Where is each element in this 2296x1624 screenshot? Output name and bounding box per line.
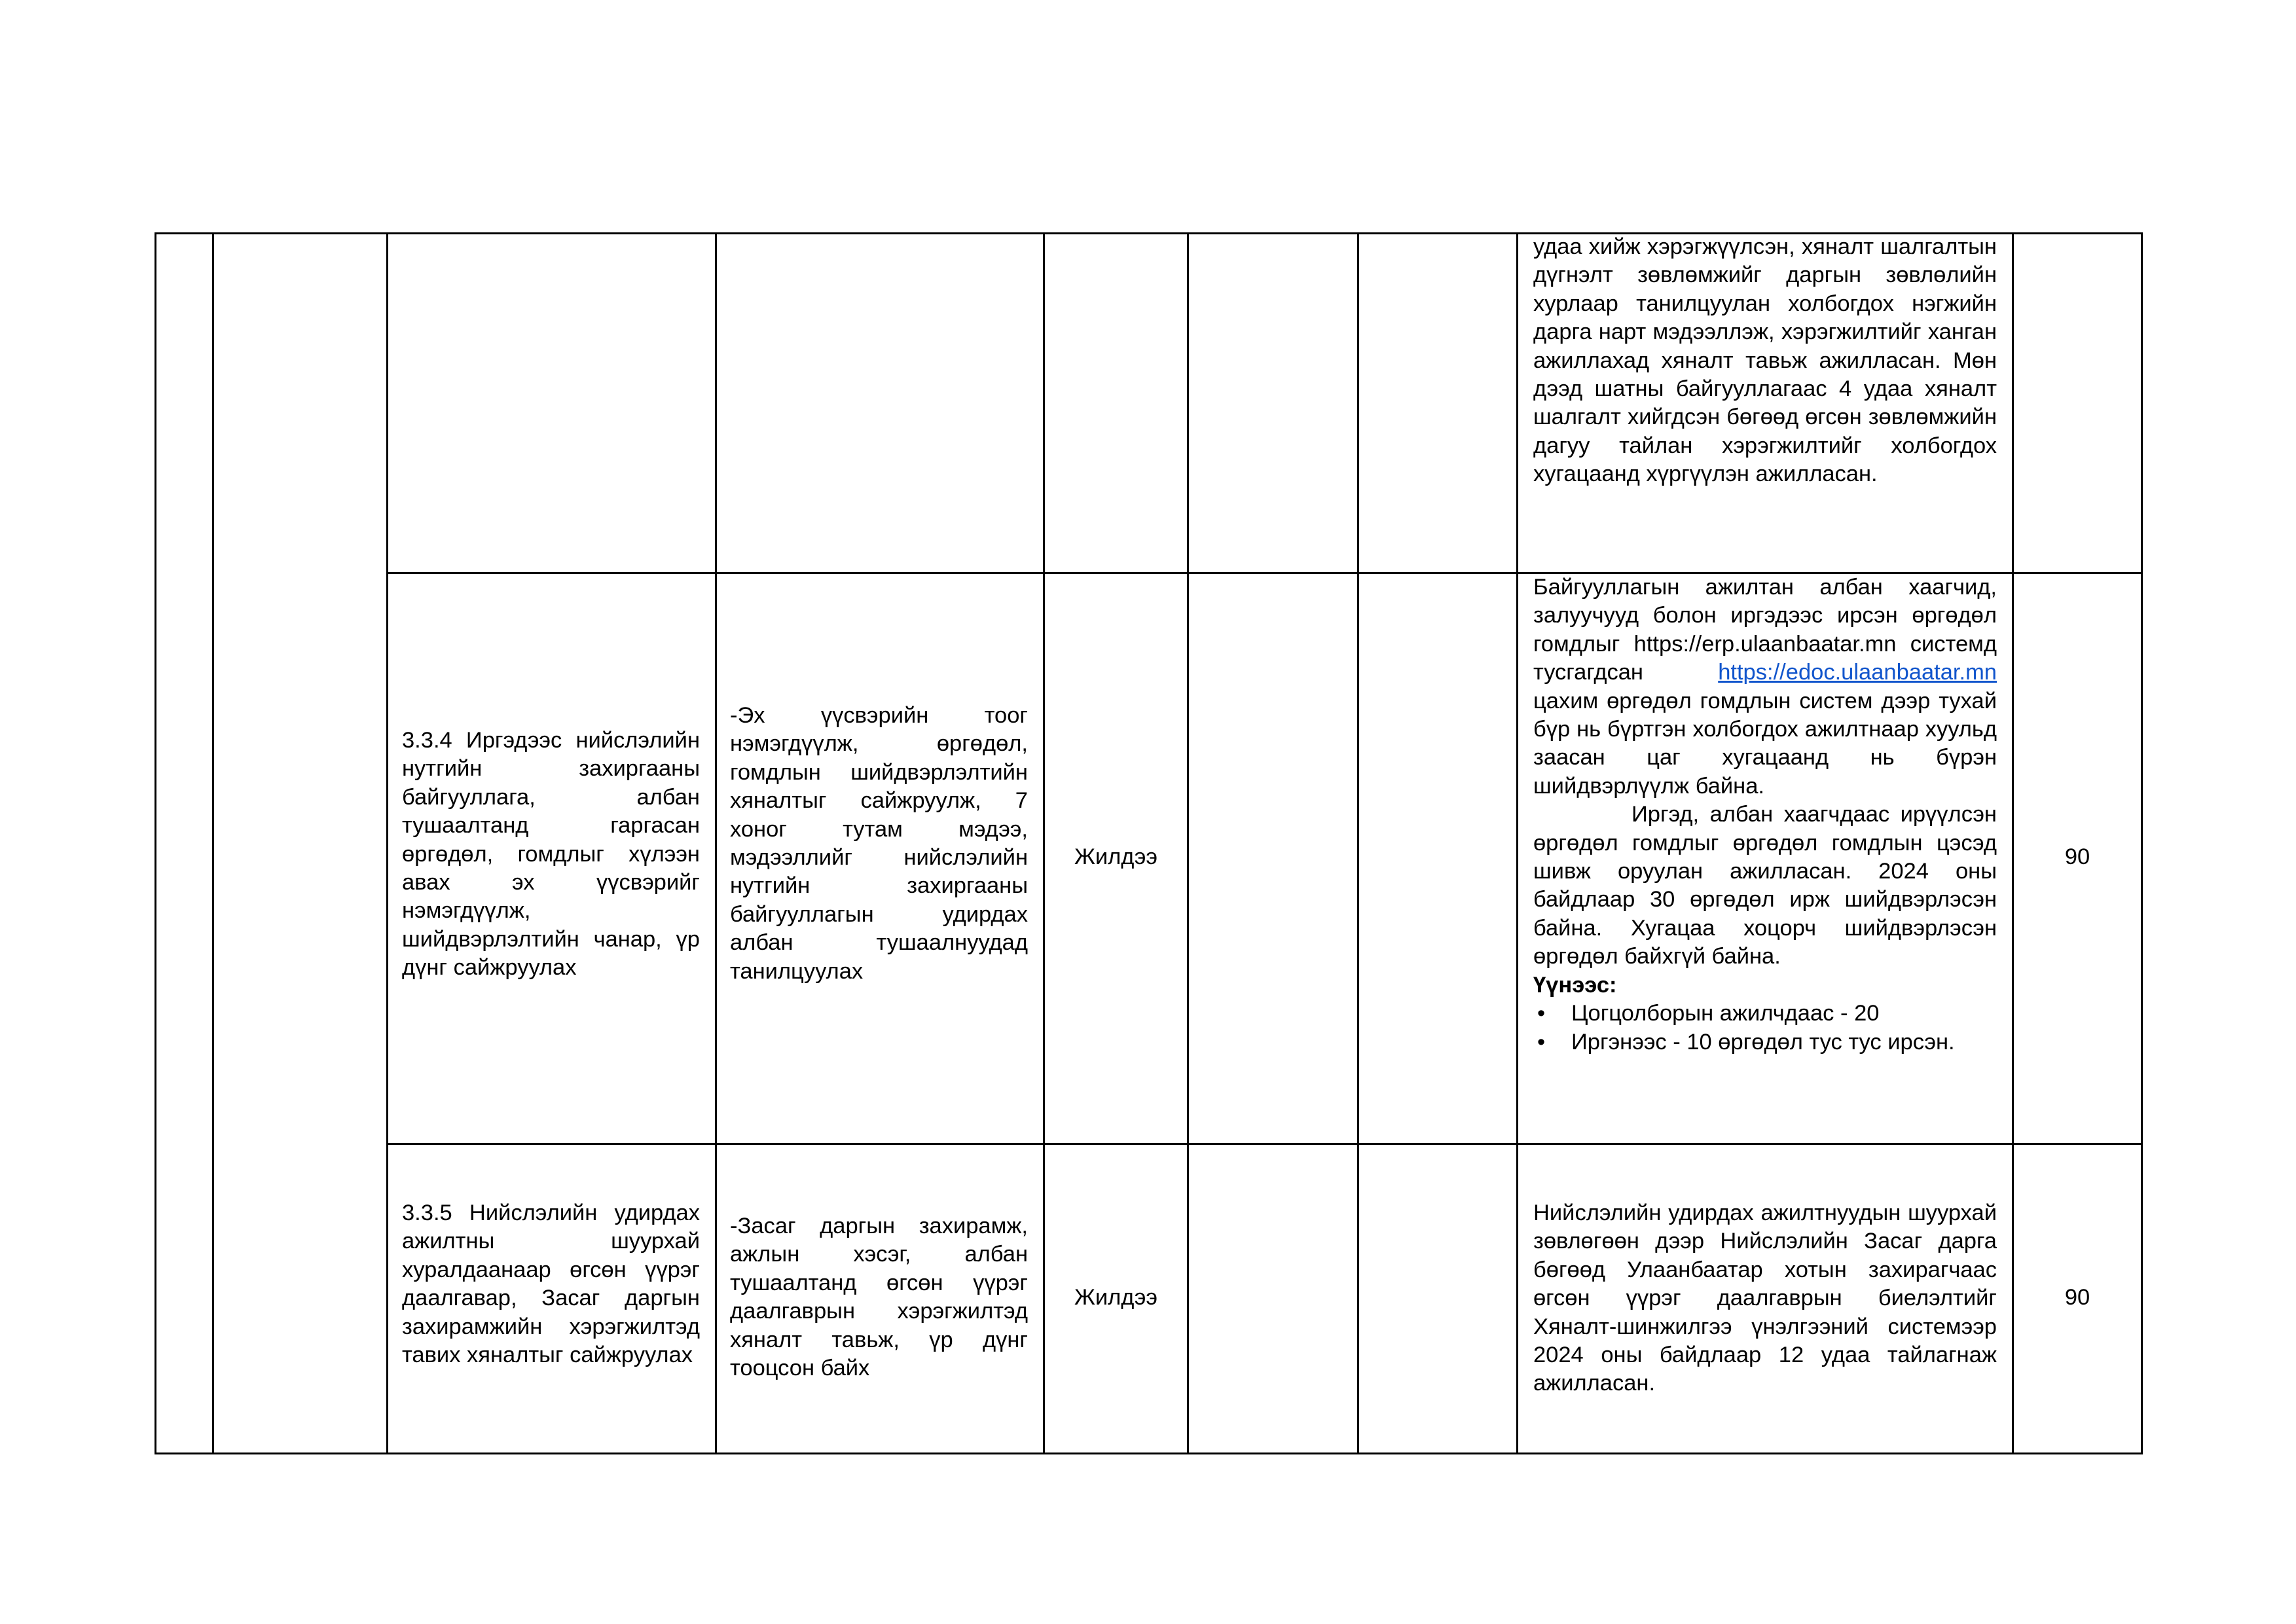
result-cell-continued (1533, 233, 1997, 489)
score-text: 90 (2064, 844, 2090, 869)
result-text: Нийслэлийн удирдах ажилтнуудын шуурхай зөвлөгөөн дээр Нийслэлийн Засаг дарга бөгөөд Улаанбаатар хотын захирагчаас өгсөн үүрэг даалгаврын биелэлтийг Хяналт-шинжилгээ үнэлгээний системээр 2024 оны байдлаар 12 удаа тайлагнаж ажилласан. (1533, 1200, 1997, 1396)
task-text: 3.3.5 Нийслэлийн удирдах ажилтны шуурхай хуралдаанаар өгсөн үүрэг даалгавар, Засаг даргын захирамжийн хэрэгжилтэд тавих хяналтыг сайжруулах (402, 1200, 700, 1368)
column-line (155, 232, 156, 1454)
score-cell-3-3-4 (2014, 843, 2141, 871)
result-text-a: Байгууллагын ажилтан албан хаагчид, залуучууд болон иргэдээс ирсэн өргөдөл гомдлыг https://erp.ulaanbaatar.mn системд тусгагдсан (1533, 575, 1997, 685)
source-list (1533, 1000, 1997, 1056)
task-text: 3.3.4 Иргэдээс нийслэлийн нутгийн захиргааны байгууллага, албан тушаалтанд гаргасан өргөдөл, гомдлыг хүлээн авах эх үүсвэрийг нэмэгдүүлж, шийдвэрлэлтийн чанар, үр дүнг сайжруулах (402, 728, 700, 981)
column-line (1516, 232, 1518, 1454)
task-cell-3-3-5 (402, 1199, 700, 1369)
indicator-cell-3-3-4 (730, 702, 1028, 986)
result-text-b: цахим өргөдөл гомдлын систем дээр тухай бүр нь бүртгэн холбогдох ажилтнаар хуульд заасан цаг хугацаанд нь бүрэн шийдвэрлүүлж байна. (1533, 688, 1997, 799)
list-item: • Иргэнээс - 10 өргөдөл тус тус ирсэн. (1533, 1028, 1997, 1056)
column-line (1187, 232, 1189, 1454)
period-text: Жилдээ (1074, 844, 1157, 869)
period-cell-3-3-4 (1045, 843, 1187, 871)
column-line (212, 232, 214, 1454)
column-line (386, 232, 388, 1454)
indicator-cell-3-3-5 (730, 1212, 1028, 1382)
indicator-text: -Засаг даргын захирамж, ажлын хэсэг, албан тушаалтанд өгсөн үүрэг даалгаврын хэрэгжилтэд хяналт тавьж, үр дүнг тооцсон байх (730, 1214, 1028, 1381)
source-label: Үүнээс: (1533, 972, 1617, 998)
score-text: 90 (2064, 1285, 2090, 1310)
result-text: удаа хийж хэрэгжүүлсэн, хяналт шалгалтын дүгнэлт зөвлөмжийг даргын зөвлөлийн хурлаар танилцуулан холбогдох нэгжийн дарга нарт мэдээллэж, хэрэгжилтийг ханган ажиллахад хяналт тавьж ажилласан. Мөн дээд шатны байгууллагаас 4 удаа хяналт шалгалт хийгдсэн бөгөөд өгсөн зөвлөмжийн дагуу тайлан хэрэгжилтийг холбогдох хугацаанд хүргүүлэн ажилласан. (1533, 234, 1997, 487)
table-border-right (2141, 232, 2143, 1454)
column-line (715, 232, 717, 1454)
result-cell-3-3-5 (1533, 1199, 1997, 1398)
row-divider (386, 1143, 2142, 1145)
table-border-bottom (155, 1453, 2142, 1454)
result-cell-3-3-4 (1533, 573, 1997, 1056)
result-paragraph-2: Иргэд, албан хаагчдаас ирүүлсэн өргөдөл гомдлыг өргөдөл гомдлын цэсэд шивж оруулан ажилласан. 2024 оны байдлаар 30 өргөдөл ирж шийдвэрлэсэн байна. Хугацаа хоцорч шийдвэрлэсэн өргөдөл байхгүй байна. (1533, 802, 1997, 969)
bullet-icon: • (1537, 1029, 1546, 1055)
column-line (1357, 232, 1359, 1454)
result-paragraph-1 (1533, 573, 1997, 801)
indicator-text: -Эх үүсвэрийн тоог нэмэгдүүлж, өргөдөл, гомдлын шийдвэрлэлтийн хяналтыг сайжруулж, 7 хоног тутам мэдээ, мэдээллийг нийслэлийн нутгийн захиргааны байгууллагын удирдах албан тушаалнуудад танилцуулах (730, 703, 1028, 984)
list-item: • Цогцолборын ажилчдаас - 20 (1533, 1000, 1997, 1028)
period-cell-3-3-5 (1045, 1284, 1187, 1312)
bullet-icon: • (1537, 1001, 1546, 1026)
period-text: Жилдээ (1074, 1285, 1157, 1310)
score-cell-3-3-5 (2014, 1284, 2141, 1312)
task-cell-3-3-4 (402, 727, 700, 983)
edoc-link[interactable]: https://edoc.ulaanbaatar.mn (1718, 660, 1997, 685)
